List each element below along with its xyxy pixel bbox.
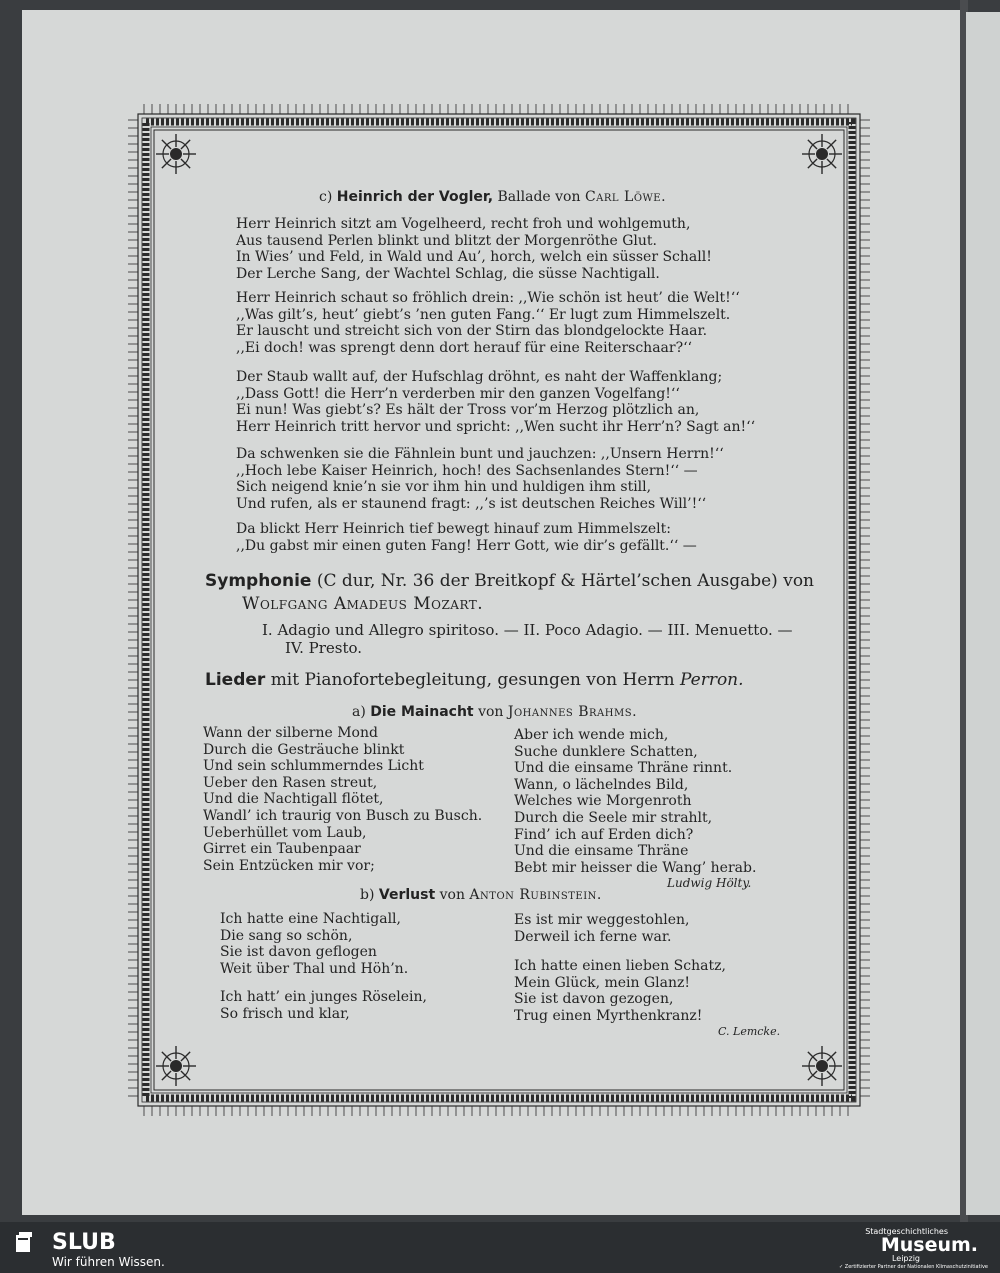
loewe-composer: Carl Löwe. (584, 189, 667, 205)
verlust-poet: C. Lemcke. (718, 1025, 781, 1038)
mainacht-by: von (478, 704, 504, 720)
slub-logo-icon[interactable] (14, 1232, 34, 1254)
museum-logo-text[interactable]: Museum. (880, 1234, 978, 1256)
symphonie-movements-2: IV. Presto. (285, 639, 363, 657)
loewe-heading (319, 189, 666, 206)
loewe-letter: c) (319, 189, 333, 205)
mainacht-letter: a) (352, 704, 366, 720)
verlust-left-stanza-1: Ich hatte eine Nachtigall, Die sang so schön, Sie ist davon geflogen Weit über Thal und Höh’n. (220, 911, 409, 977)
slub-tagline: Wir führen Wissen. (52, 1255, 165, 1269)
lieder-heading (205, 670, 744, 690)
symphonie-composer: Wolfgang Amadeus Mozart. (242, 594, 484, 614)
verlust-by: von (439, 887, 465, 903)
symphonie-title: Symphonie (205, 571, 312, 591)
lieder-title: Lieder (205, 670, 266, 690)
verlust-heading (360, 887, 602, 904)
mainacht-heading (352, 704, 637, 721)
verlust-right-stanza-2: Ich hatte einen lieben Schatz, Mein Glück, mein Glanz! Sie ist davon gezogen, Trug einen Myrthenkranz! (514, 958, 726, 1024)
lieder-details: mit Pianofortebegleitung, gesungen von Herrn (270, 670, 675, 690)
ballad-stanza-2: Herr Heinrich schaut so fröhlich drein: ,,Wie schön ist heut’ die Welt!‘‘ ,,Was gilt’s, heut’ giebt’s ’nen guten Fang.‘‘ Er lugt zum Himmelszelt. Er lauscht und streicht sich von der Stirn das blondgelockte Haar. ,,Ei doch! was sprengt denn dort herauf für eine Reiterschaar?‘‘ (236, 290, 740, 356)
mainacht-title: Die Mainacht (370, 704, 474, 720)
symphonie-heading (205, 571, 814, 591)
ballad-stanza-5: Da blickt Herr Heinrich tief bewegt hinauf zum Himmelszelt: ,,Du gabst mir einen guten Fang! Herr Gott, wie dir’s gefällt.‘‘ — (236, 521, 697, 554)
verlust-letter: b) (360, 887, 375, 903)
verlust-composer: Anton Rubinstein. (469, 887, 602, 903)
slub-logo-text[interactable]: SLUB (52, 1230, 116, 1255)
symphonie-movements-1: I. Adagio und Allegro spiritoso. — II. Poco Adagio. — III. Menuetto. — (262, 621, 793, 639)
viewer-footer (0, 1222, 1000, 1273)
mainacht-poet: Ludwig Hölty. (667, 876, 752, 890)
ballad-stanza-3: Der Staub wallt auf, der Hufschlag dröhnt, es naht der Waffenklang; ,,Dass Gott! die Herr’n verderben mir den ganzen Vogelfang!‘‘ Ei nun! Was giebt’s? Es hält der Tross vor’m Herzog plötzlich an, Herr Heinrich tritt hervor und spricht: ,,Wen sucht ihr Herr’n? Sagt an!‘‘ (236, 369, 756, 435)
mainacht-composer: Johannes Brahms. (507, 704, 638, 720)
verlust-title: Verlust (378, 887, 436, 903)
ballad-stanza-1: Herr Heinrich sitzt am Vogelheerd, recht froh und wohlgemuth, Aus tausend Perlen blinkt und blitzt der Morgenröthe Glut. In Wies’ und Feld, in Wald und Au’, horch, welch ein süsser Schall! Der Lerche Sang, der Wachtel Schlag, die süsse Nachtigall. (236, 216, 712, 282)
verlust-right-stanza-1: Es ist mir weggestohlen, Derweil ich ferne war. (514, 912, 690, 945)
verlust-left-stanza-2: Ich hatt’ ein junges Röselein, So frisch und klar, (220, 989, 427, 1022)
loewe-title: Heinrich der Vogler, (336, 189, 494, 205)
mainacht-right-column: Aber ich wende mich, Suche dunklere Schatten, Und die einsame Thräne rinnt. Wann, o lächelndes Bild, Welches wie Morgenroth Durch die Seele mir strahlt, Find’ ich auf Erden dich? Und die einsame Thräne Bebt mir heisser die Wang’ herab. (514, 727, 757, 876)
museum-logo-small: Stadtgeschichtliches (865, 1227, 948, 1236)
symphonie-details: (C dur, Nr. 36 der Breitkopf & Härtel’schen Ausgabe) von (316, 571, 815, 591)
museum-certification: ✓ Zertifizierter Partner der Nationalen Klimaschutzinitiative (838, 1264, 988, 1270)
lieder-singer: Perron. (679, 670, 744, 690)
ballad-stanza-4: Da schwenken sie die Fähnlein bunt und jauchzen: ,,Unsern Herrn!‘‘ ,,Hoch lebe Kaiser Heinrich, hoch! des Sachsenlandes Stern!‘‘ — Sich neigend knie’n sie vor ihm hin und huldigen ihm still, Und rufen, als er staunend fragt: ,,’s ist deutschen Reiches Will’!‘‘ (236, 446, 724, 512)
museum-city: Leipzig (891, 1254, 920, 1263)
loewe-genre: Ballade von (497, 189, 581, 205)
mainacht-left-column: Wann der silberne Mond Durch die Gesträuche blinkt Und sein schlummerndes Licht Ueber den Rasen streut, Und die Nachtigall flötet, Wandl’ ich traurig von Busch zu Busch. Ueberhüllet vom Laub, Girret ein Taubenpaar Sein Entzücken mir vor; (203, 725, 483, 874)
